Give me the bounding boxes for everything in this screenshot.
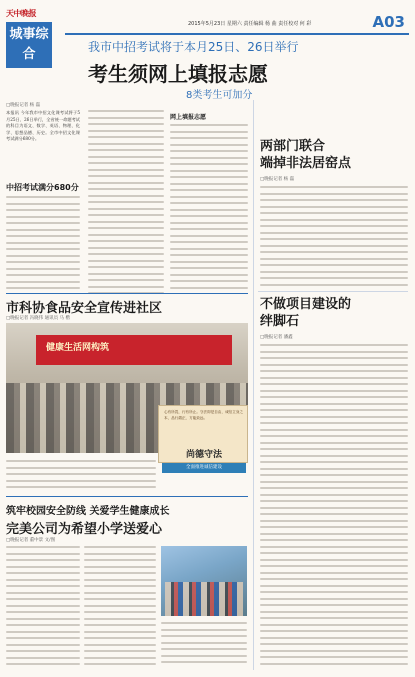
right-story1-body: [260, 186, 408, 288]
lead-col1-text: 本报讯 今年我市中招文化课考试将于5月25日、26日举行，全省统一命题考试的科目为语文、数学、英语、物理、化学、思想品德、历史。全市中招文化课考试满分680分。: [6, 110, 80, 141]
poem-title: 尚德守法: [186, 450, 223, 460]
lead-headline: 考生须网上填报志愿: [88, 62, 268, 86]
story3-title: 完美公司为希望小学送爱心: [6, 522, 163, 537]
section-divider: [6, 293, 248, 294]
section-divider-2: [6, 496, 248, 497]
lead-subhead: 8类考生可加分: [186, 90, 253, 101]
header-meta: 2015年5月23日 星期六 责任编辑 杨 曲 责任校对 何 彩: [188, 21, 312, 27]
section-label: 城事综合: [6, 22, 52, 68]
lead-col1-body: [6, 196, 80, 292]
right-divider: [258, 291, 408, 292]
poem-ribbon: 全面推进诚信建设: [162, 463, 246, 473]
photo-banner-text: 健康生活网构筑: [46, 343, 110, 353]
column-divider: [253, 100, 254, 670]
lead-col2-body: [88, 110, 164, 294]
lead-kicker: 我市中招考试将于本月25日、26日举行: [88, 40, 299, 54]
story3-col1-body: [6, 546, 80, 670]
story3-col3-body: [161, 622, 247, 670]
right-story2-byline: □晚报记者 潘鑫: [260, 335, 293, 340]
lead-col3-title: 网上填报志愿: [170, 114, 207, 121]
story3-col2-body: [84, 546, 156, 670]
lead-subtitle: 中招考试满分680分: [6, 183, 79, 192]
lead-col3-body: [170, 124, 248, 294]
lead-byline: □晚报记者 杨 磊: [6, 103, 41, 108]
story3-byline: □晚报记者 董中景 文/图: [6, 538, 56, 543]
story2-body: [6, 460, 156, 494]
right-story2-title-line1: 不做项目建设的: [260, 297, 352, 312]
poem-graphic: [158, 405, 248, 470]
right-story2-title-line2: 绊脚石: [260, 314, 300, 329]
masthead-logo: [6, 8, 58, 68]
right-story1-title: [260, 138, 351, 172]
story3-kicker: 筑牢校园安全防线 关爱学生健康成长: [6, 506, 170, 517]
poem-text: 心有所畏，行有所止。守法即是自由，诚信立身之本，品行端正，方能致远。: [164, 410, 244, 420]
right-story2-title: [260, 296, 351, 330]
right-story2-body: [260, 344, 408, 670]
page-number: A03: [372, 13, 405, 31]
photo-students: [165, 582, 243, 616]
header-rule: [65, 33, 409, 35]
right-story1-title-line1: 两部门联合: [260, 139, 326, 154]
brand-name: 天中晚报: [6, 9, 36, 18]
story2-title: 市科协食品安全宣传进社区: [6, 301, 163, 316]
school-donation-photo: [161, 546, 247, 616]
right-story1-title-line2: 端掉非法居窑点: [260, 156, 352, 171]
story2-byline: □晚报记者 冯晓伟 通讯员 马 楷: [6, 316, 70, 321]
right-story1-byline: □晚报记者 杨 磊: [260, 177, 295, 182]
